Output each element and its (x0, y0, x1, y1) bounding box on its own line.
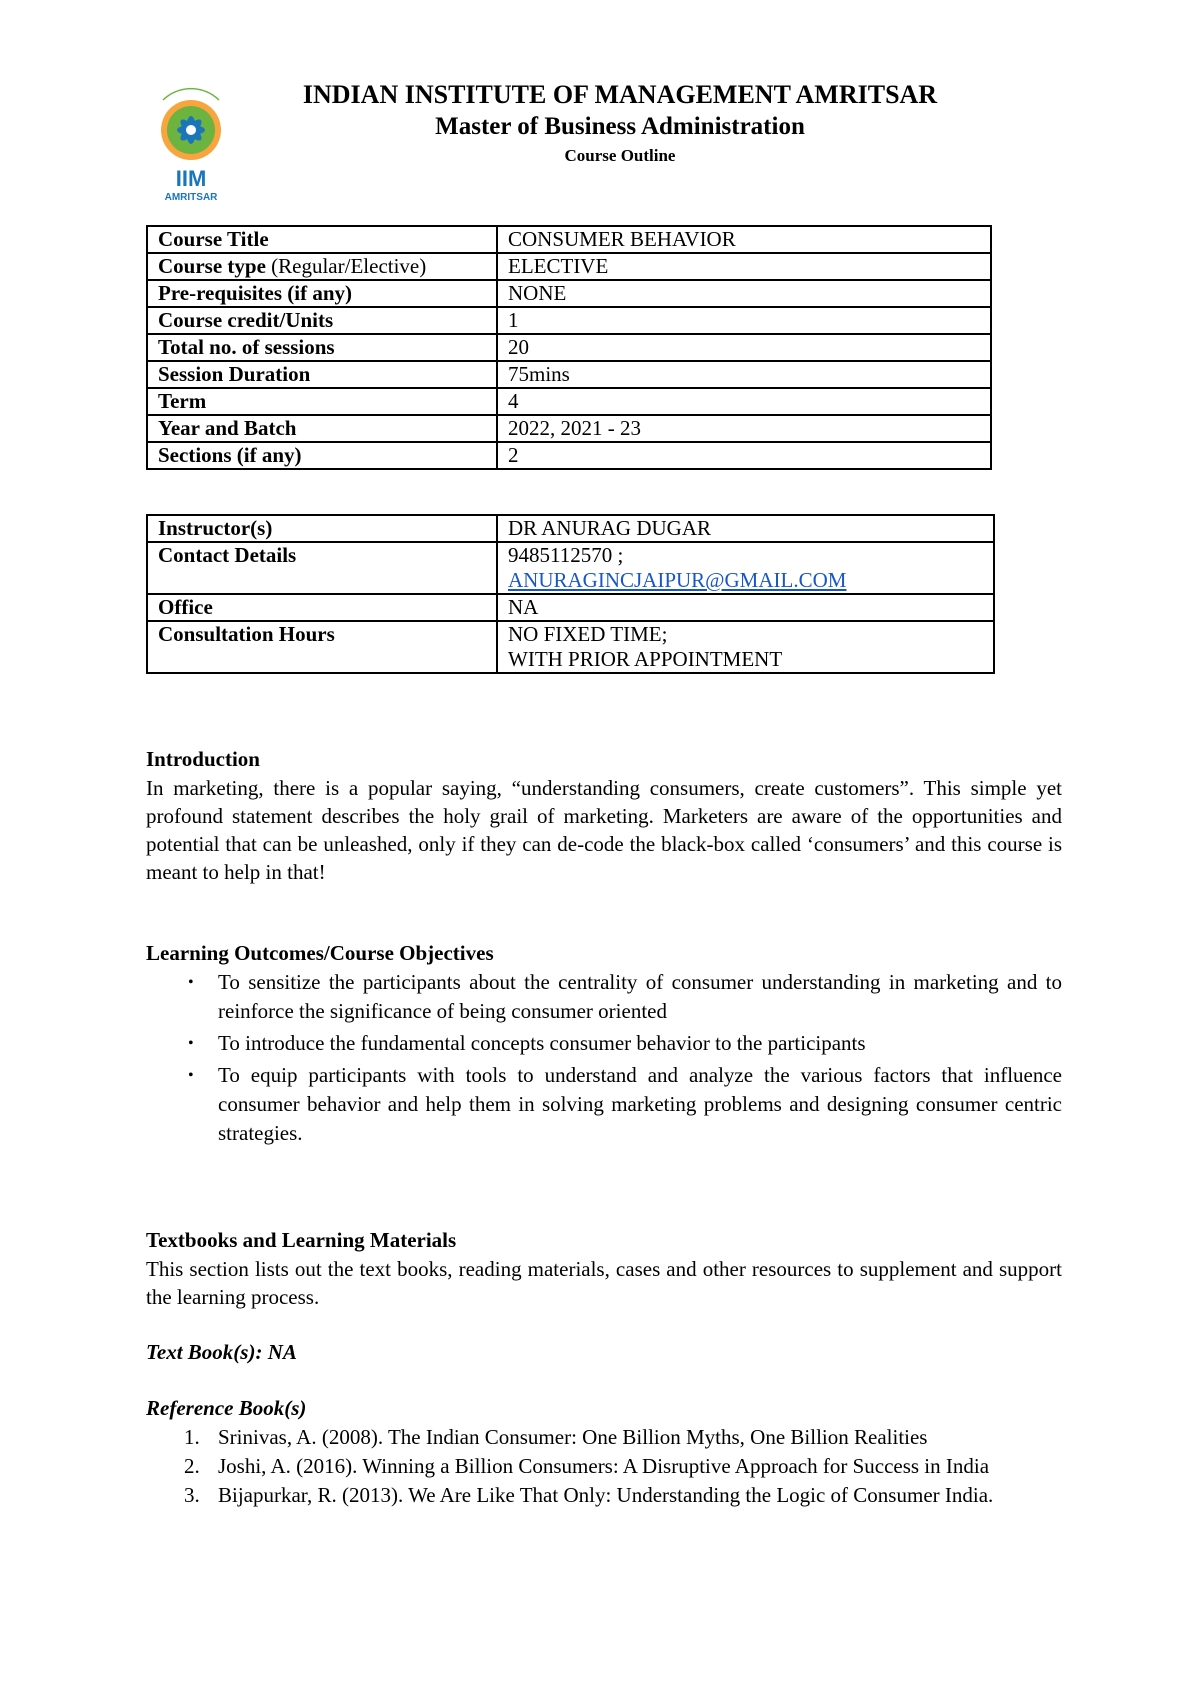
row-value: 2 (497, 442, 991, 469)
course-details-table (146, 225, 992, 470)
document-type: Course Outline (564, 146, 676, 165)
introduction-heading: Introduction (146, 747, 260, 771)
list-item: • To sensitize the participants about the centrality of consumer understanding in marketing and to reinforce the significance of being consumer oriented (188, 970, 1062, 1023)
reference-list (146, 1424, 1062, 1511)
row-value: 1 (497, 307, 991, 334)
bullet-icon: • (188, 1067, 194, 1084)
table-row (147, 307, 991, 334)
list-item: 2. Joshi, A. (2016). Winning a Billion Consumers: A Disruptive Approach for Success in India (184, 1454, 990, 1478)
table-row (147, 621, 994, 673)
reference-books-label: Reference Book(s) (146, 1396, 307, 1420)
row-label: Session Duration (158, 362, 311, 386)
row-value: ELECTIVE (497, 253, 991, 280)
list-item: • To equip participants with tools to understand and analyze the various factors that influence consumer behavior and help them in solving marketing problems and designing consumer centric strategies. (188, 1063, 1062, 1145)
consultation-hours-label: Consultation Hours (147, 621, 497, 673)
contact-cell (497, 542, 994, 594)
office-value: NA (497, 594, 994, 621)
table-row (147, 594, 994, 621)
table-row (147, 253, 991, 280)
contact-label: Contact Details (147, 542, 497, 594)
introduction-text: In marketing, there is a popular saying, “understanding consumers, create customers”. This simple yet profound statement describes the holy grail of marketing. Marketers are aware of the opportunities and potential that can be unleashed, only if they can de-code the black-box called ‘consumers’ and this course is meant to help in that! (146, 776, 1062, 884)
row-label: Course credit/Units (158, 308, 334, 332)
textbooks-text: This section lists out the text books, reading materials, cases and other resources to supplement and support the learning process. (146, 1257, 1062, 1309)
table-row (147, 361, 991, 388)
row-value: 75mins (497, 361, 991, 388)
row-label-note: (Regular/Elective) (265, 254, 427, 278)
contact-phone: 9485112570 ; (508, 543, 624, 567)
row-label: Year and Batch (158, 416, 297, 440)
row-label: Sections (if any) (158, 443, 302, 467)
table-row (147, 334, 991, 361)
institute-title: INDIAN INSTITUTE OF MANAGEMENT AMRITSAR (302, 80, 938, 109)
table-row (147, 388, 991, 415)
bullet-icon: • (188, 974, 194, 991)
row-label: Course Title (158, 227, 269, 251)
row-value: 2022, 2021 - 23 (497, 415, 991, 442)
svg-text:AMRITSAR: AMRITSAR (164, 192, 218, 203)
row-label: Course type (158, 254, 266, 278)
list-number: 3. (184, 1483, 200, 1507)
office-label: Office (147, 594, 497, 621)
consultation-hours-cell (497, 621, 994, 673)
row-value: NONE (497, 280, 991, 307)
objectives-heading: Learning Outcomes/Course Objectives (146, 941, 494, 965)
instructor-details-table (146, 514, 995, 674)
objectives-list (146, 968, 1062, 1151)
consultation-hours-line: WITH PRIOR APPOINTMENT (508, 647, 783, 671)
text-books-label: Text Book(s): NA (146, 1340, 297, 1364)
svg-text:IIM: IIM (175, 166, 207, 191)
instructor-name: DR ANURAG DUGAR (497, 515, 994, 542)
contact-email-link[interactable]: ANURAGINCJAIPUR@GMAIL.COM (508, 568, 847, 592)
textbooks-heading: Textbooks and Learning Materials (146, 1228, 457, 1252)
table-row (147, 415, 991, 442)
row-label: Term (158, 389, 207, 413)
table-row (147, 515, 994, 542)
row-value: 20 (497, 334, 991, 361)
program-title: Master of Business Administration (435, 113, 805, 140)
row-label: Pre-requisites (if any) (158, 281, 353, 305)
row-label: Total no. of sessions (158, 335, 335, 359)
table-row (147, 280, 991, 307)
row-value: 4 (497, 388, 991, 415)
list-number: 1. (184, 1425, 200, 1449)
bullet-icon: • (188, 1035, 194, 1052)
table-row (147, 442, 991, 469)
table-row (147, 226, 991, 253)
list-number: 2. (184, 1454, 200, 1478)
list-item: • To introduce the fundamental concepts consumer behavior to the participants (146, 1029, 1062, 1058)
row-value: CONSUMER BEHAVIOR (497, 226, 991, 253)
table-row (147, 542, 994, 594)
instructor-label: Instructor(s) (147, 515, 497, 542)
list-item: 1. Srinivas, A. (2008). The Indian Consumer: One Billion Myths, One Billion Realities (184, 1425, 928, 1449)
list-item: 3. Bijapurkar, R. (2013). We Are Like That Only: Understanding the Logic of Consumer India. (184, 1483, 994, 1507)
consultation-hours-line: NO FIXED TIME; (508, 622, 668, 646)
